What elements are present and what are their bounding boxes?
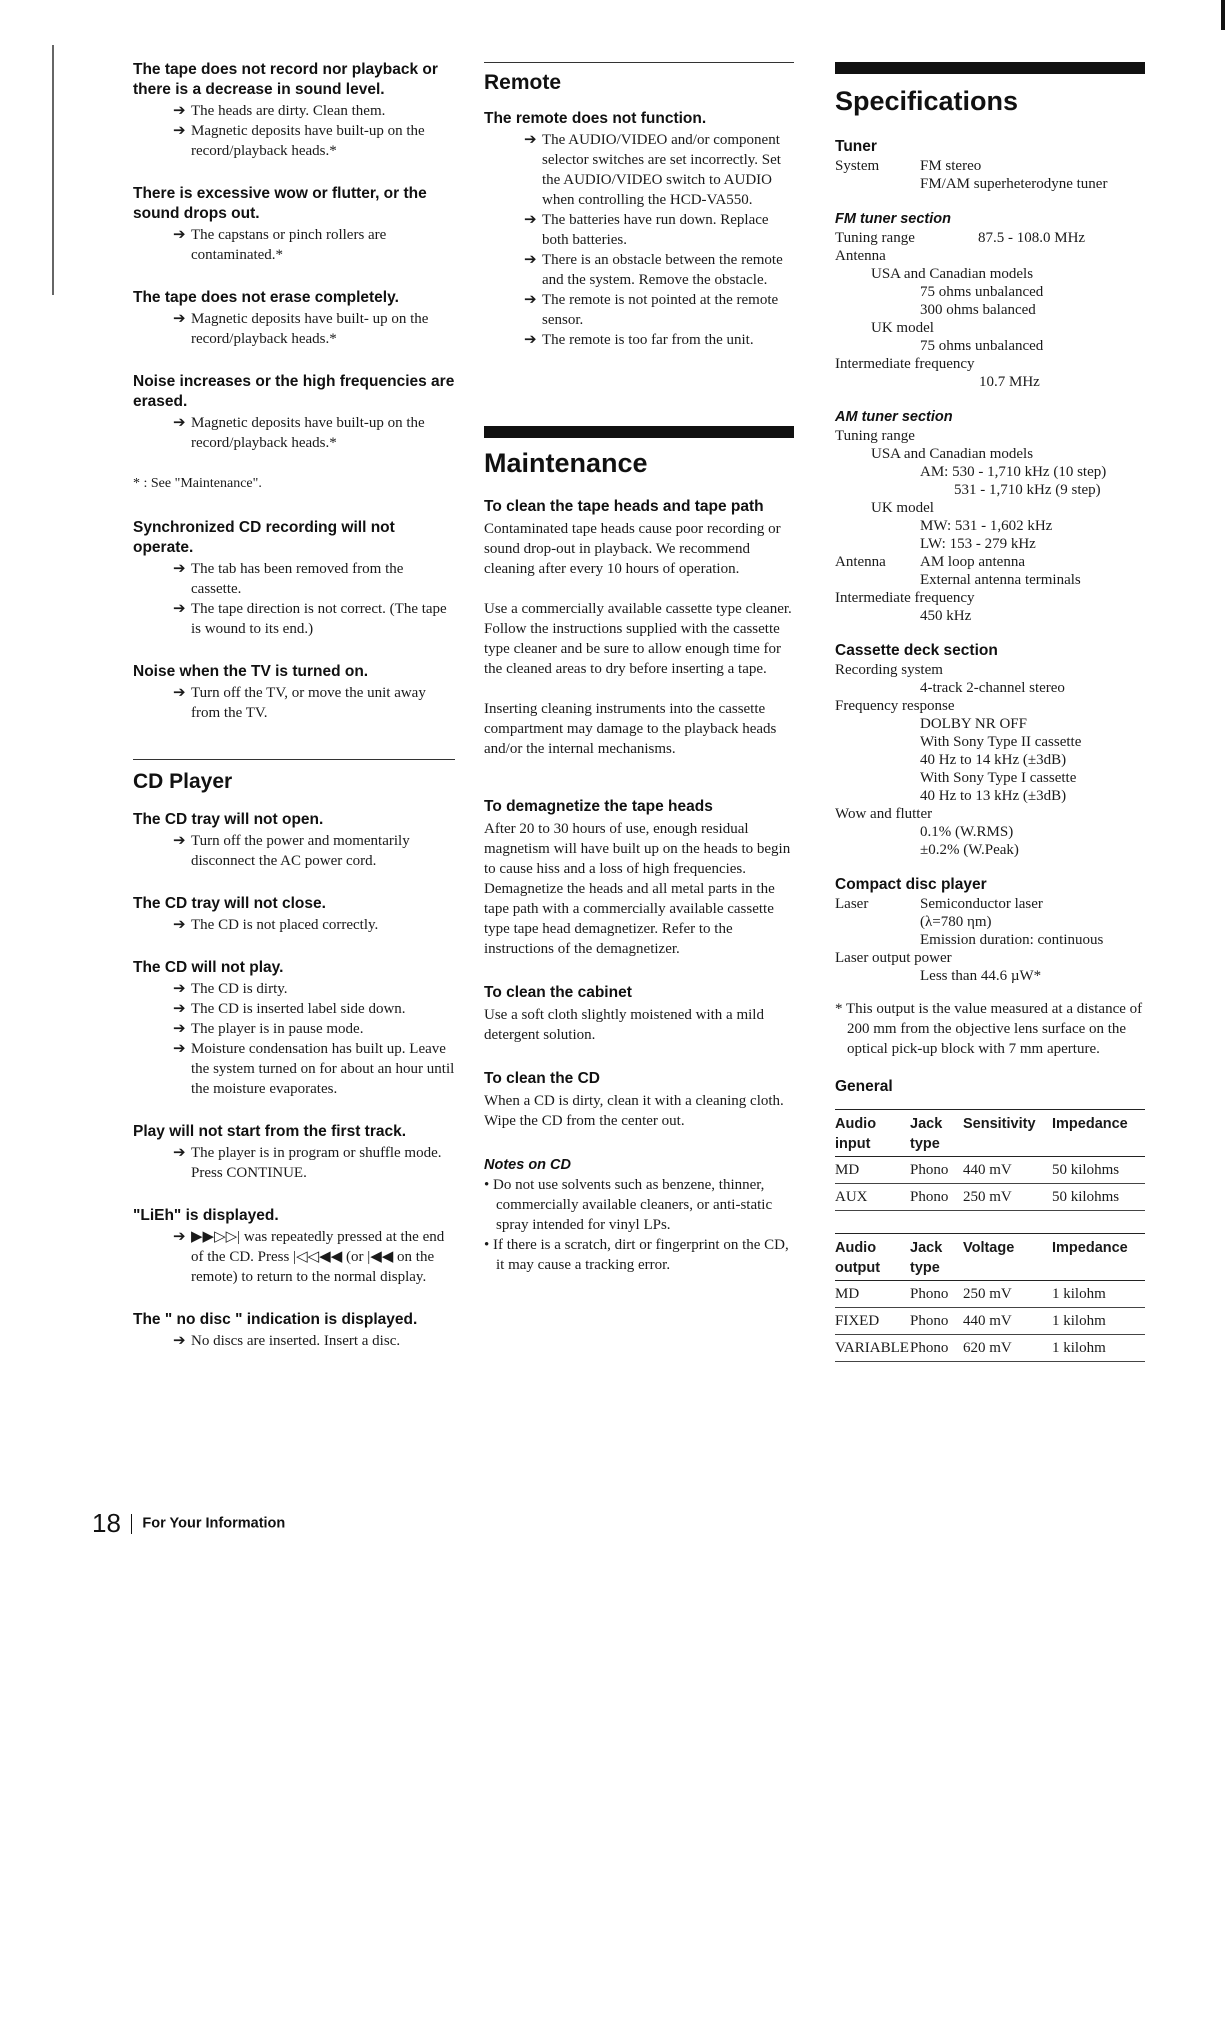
table-row: MD Phono 440 mV 50 kilohms [835,1157,1145,1184]
tape-issue-5 [133,518,455,639]
arrow-icon: ➔ [173,917,186,933]
solution-item: ➔ The player is in pause mode. [173,1021,364,1037]
laser-output-footnote: * This output is the value measured at a distance of 200 mm from the objective lens surface on the optical pick-up block with 7 mm aperture. [835,1001,1143,1057]
solution-item: ➔ Turn off the power and momentarily disconnect the AC power cord. [173,833,410,869]
problem-heading: Play will not start from the first track. [133,1123,407,1140]
am-tuner-title: AM tuner section [835,409,953,425]
solution-item: ➔ Moisture condensation has built up. Leave the system turned on for about an hour until the moisture evaporates. [173,1041,455,1097]
solution-item: ➔ The capstans or pinch rollers are contaminated.* [173,227,387,263]
cd-specs [835,895,1145,985]
problem-heading: The CD will not play. [133,959,284,976]
spec-value: Semiconductor laser [920,896,1043,912]
spec-sublabel: UK model [871,320,934,336]
arrow-icon: ➔ [524,332,537,348]
note-item: • If there is a scratch, dirt or fingerprint on the CD, it may cause a tracking error. [484,1237,789,1273]
spec-value: 450 kHz [920,608,972,624]
spec-value: AM: 530 - 1,710 kHz (10 step) [920,464,1107,480]
spec-sublabel: USA and Canadian models [871,266,1034,282]
spec-sublabel: UK model [871,500,934,516]
table-header: Jack type [910,1234,963,1281]
arrow-icon: ➔ [173,833,186,849]
clean-cd-title: To clean the CD [484,1070,600,1087]
spec-value: FM/AM superheterodyne tuner [920,176,1108,192]
arrow-icon: ➔ [173,1145,186,1161]
tape-issue-2 [133,184,455,265]
problem-heading: The " no disc " indication is displayed. [133,1311,418,1328]
spec-label: Recording system [835,662,943,678]
solution-item: ➔ The CD is dirty. [173,981,288,997]
section-rule [133,759,455,760]
problem-heading: The remote does not function. [484,110,707,127]
table-header: Impedance [1052,1234,1145,1281]
arrow-icon: ➔ [173,415,186,431]
arrow-icon: ➔ [173,981,186,997]
spec-label: Intermediate frequency [835,356,975,372]
page-number: 18 [92,1508,121,1538]
arrow-icon: ➔ [173,561,186,577]
solution-item: ➔ The player is in program or shuffle mode. Press CONTINUE. [173,1145,442,1181]
demagnetize-text: After 20 to 30 hours of use, enough residual magnetism will have built up on the heads to begin to cause hiss and a loss of high frequencies. Demagnetize the heads and all metal parts in the tape path with a commercially available cassette type tape head demagnetizer. Refer to the instructions of the demagnetizer. [484,821,791,957]
arrow-icon: ➔ [173,103,186,119]
solution-item: ➔ Magnetic deposits have built- up on the record/playback heads.* [173,311,429,347]
spec-value: 40 Hz to 13 kHz (±3dB) [920,788,1067,804]
fm-tuner-title: FM tuner section [835,211,952,227]
spec-value: With Sony Type I cassette [920,770,1077,786]
spec-value: 40 Hz to 14 kHz (±3dB) [920,752,1067,768]
solution-item: ➔ The AUDIO/VIDEO and/or component selector switches are set incorrectly. Set the AUDIO/VIDEO switch to AUDIO when controlling the HCD-VA550. [524,132,781,208]
problem-heading: The tape does not erase completely. [133,289,399,306]
arrow-icon: ➔ [173,123,186,139]
spec-label: Antenna [835,554,886,570]
spec-value: 0.1% (W.RMS) [920,824,1014,840]
spec-value: 75 ohms unbalanced [920,338,1044,354]
clean-cabinet-text: Use a soft cloth slightly moistened with a mild detergent solution. [484,1007,764,1043]
footer-divider [131,1514,133,1534]
am-specs [835,427,1145,625]
spec-label: Antenna [835,248,886,264]
solution-item: ➔ ▶▶▷▷| was repeatedly pressed at the end of the CD. Press |◁◁◀◀ (or |◀◀ on the remote) to return to the normal display. [173,1229,445,1285]
tape-issue-3 [133,288,455,349]
clean-heads-title: To clean the tape heads and tape path [484,498,764,515]
notes-on-cd-title: Notes on CD [484,1157,571,1173]
spec-label: Frequency response [835,698,955,714]
tape-issue-4 [133,372,455,453]
spec-sublabel: USA and Canadian models [871,446,1034,462]
solution-item: ➔ The heads are dirty. Clean them. [173,103,386,119]
table-header: Jack type [910,1110,963,1157]
tuner-specs [835,157,1145,193]
section-bar [835,62,1145,74]
spec-value: Less than 44.6 µW* [920,968,1042,984]
arrow-icon: ➔ [173,601,186,617]
tuner-title: Tuner [835,138,877,155]
spec-label: System [835,158,880,174]
demagnetize-title: To demagnetize the tape heads [484,798,713,815]
audio-output-table [835,1233,1145,1362]
solution-item: ➔ The CD is not placed correctly. [173,917,379,933]
page-edge-mark [1221,0,1225,30]
spec-label: Intermediate frequency [835,590,975,606]
table-row: AUX Phono 250 mV 50 kilohms [835,1184,1145,1211]
clean-heads-text-1: Contaminated tape heads cause poor recording or sound drop-out in playback. We recommend cleaning after every 10 hours of operation. [484,521,781,577]
clean-heads-text-3: Inserting cleaning instruments into the cassette compartment may damage to the playback heads and/or the internal mechanisms. [484,701,777,757]
spec-value: External antenna terminals [920,572,1081,588]
table-row: FIXED Phono 440 mV 1 kilohm [835,1308,1145,1335]
cassette-deck-title: Cassette deck section [835,642,998,659]
spec-value: (λ=780 ηm) [920,914,992,930]
arrow-icon: ➔ [173,1333,186,1349]
problem-heading: There is excessive wow or flutter, or the sound drops out. [133,185,427,222]
spec-label: Tuning range [835,230,915,246]
clean-cabinet-title: To clean the cabinet [484,984,632,1001]
problem-heading: Noise when the TV is turned on. [133,663,369,680]
problem-heading: The CD tray will not close. [133,895,326,912]
arrow-icon: ➔ [524,132,537,148]
solution-item: ➔ The CD is inserted label side down. [173,1001,406,1017]
table-header: Audio output [835,1234,910,1281]
column-troubleshooting [133,60,455,1374]
general-title: General [835,1078,893,1095]
cd-issue-1 [133,810,455,871]
spec-label: Laser [835,896,869,912]
spec-label: Tuning range [835,428,915,444]
solution-item: ➔ No discs are inserted. Insert a disc. [173,1333,401,1349]
column-specifications [835,62,1145,1362]
problem-heading: "LiEh" is displayed. [133,1207,279,1224]
tape-issue-1 [133,60,455,161]
fm-specs [835,229,1145,391]
clean-heads-text-2: Use a commercially available cassette type cleaner. Follow the instructions supplied with the cassette type cleaner and be sure to allow enough time for the cleaned areas to dry before inserting a tape. [484,601,792,677]
page-footer [92,1508,285,1539]
table-row: VARIABLE Phono 620 mV 1 kilohm [835,1335,1145,1362]
table-row: MD Phono 250 mV 1 kilohm [835,1281,1145,1308]
solution-item: ➔ Turn off the TV, or move the unit away from the TV. [173,685,426,721]
arrow-icon: ➔ [524,252,537,268]
audio-input-table [835,1109,1145,1211]
cd-issue-5 [133,1206,455,1287]
cd-player-heading: CD Player [133,770,233,793]
spec-value: 300 ohms balanced [920,302,1036,318]
arrow-icon: ➔ [173,227,186,243]
clean-cd-text: When a CD is dirty, clean it with a cleaning cloth. Wipe the CD from the center out. [484,1093,784,1129]
spec-label: Laser output power [835,950,952,966]
note-item: • Do not use solvents such as benzene, thinner, commercially available cleaners, or anti-static spray intended for vinyl LPs. [484,1177,773,1233]
specifications-heading: Specifications [835,86,1019,116]
solution-item: ➔ Magnetic deposits have built-up on the record/playback heads.* [173,415,425,451]
table-header: Sensitivity [963,1110,1052,1157]
table-header: Voltage [963,1234,1052,1281]
solution-item: ➔ The remote is not pointed at the remote sensor. [524,292,779,328]
arrow-icon: ➔ [173,1021,186,1037]
spec-value: 75 ohms unbalanced [920,284,1044,300]
spec-value: 10.7 MHz [979,374,1040,390]
spec-value: ±0.2% (W.Peak) [920,842,1019,858]
arrow-icon: ➔ [173,685,186,701]
arrow-icon: ➔ [524,212,537,228]
remote-heading: Remote [484,71,562,94]
spec-value: DOLBY NR OFF [920,716,1027,732]
spec-value: Emission duration: continuous [920,932,1104,948]
arrow-icon: ➔ [173,1001,186,1017]
spec-value: AM loop antenna [920,554,1025,570]
see-maintenance-note: * : See "Maintenance". [133,476,262,491]
spec-value: 4-track 2-channel stereo [920,680,1065,696]
arrow-icon: ➔ [173,311,186,327]
problem-heading: Synchronized CD recording will not operate. [133,519,395,556]
solution-item: ➔ The tape direction is not correct. (The tape is wound to its end.) [173,601,447,637]
scan-margin-line [52,45,54,295]
solution-item: ➔ Magnetic deposits have built-up on the record/playback heads.* [173,123,425,159]
maintenance-heading: Maintenance [484,448,648,478]
solution-item: ➔ The tab has been removed from the cassette. [173,561,404,597]
arrow-icon: ➔ [524,292,537,308]
spec-value: FM stereo [920,158,982,174]
tape-issue-6 [133,662,455,723]
cd-issue-6 [133,1310,455,1351]
spec-value: 531 - 1,710 kHz (9 step) [954,482,1101,498]
solution-item: ➔ There is an obstacle between the remote and the system. Remove the obstacle. [524,252,783,288]
column-remote-maintenance [484,62,794,1275]
problem-heading: The tape does not record nor playback or there is a decrease in sound level. [133,61,438,98]
problem-heading: Noise increases or the high frequencies are erased. [133,373,455,410]
section-bar [484,426,794,438]
spec-value: LW: 153 - 279 kHz [920,536,1036,552]
spec-value: MW: 531 - 1,602 kHz [920,518,1053,534]
cd-issue-2 [133,894,455,935]
arrow-icon: ➔ [173,1229,186,1245]
problem-heading: The CD tray will not open. [133,811,324,828]
spec-value: 87.5 - 108.0 MHz [978,230,1086,246]
footer-section-label: For Your Information [142,1515,286,1532]
arrow-icon: ➔ [173,1041,186,1057]
solution-item: ➔ The batteries have run down. Replace both batteries. [524,212,769,248]
table-header: Impedance [1052,1110,1145,1157]
cassette-specs [835,661,1145,859]
spec-value: With Sony Type II cassette [920,734,1082,750]
cd-issue-3 [133,958,455,1099]
section-rule [484,62,794,63]
cd-issue-4 [133,1122,455,1183]
spec-label: Wow and flutter [835,806,933,822]
solution-item: ➔ The remote is too far from the unit. [524,332,754,348]
table-header: Audio input [835,1110,910,1157]
compact-disc-title: Compact disc player [835,876,987,893]
